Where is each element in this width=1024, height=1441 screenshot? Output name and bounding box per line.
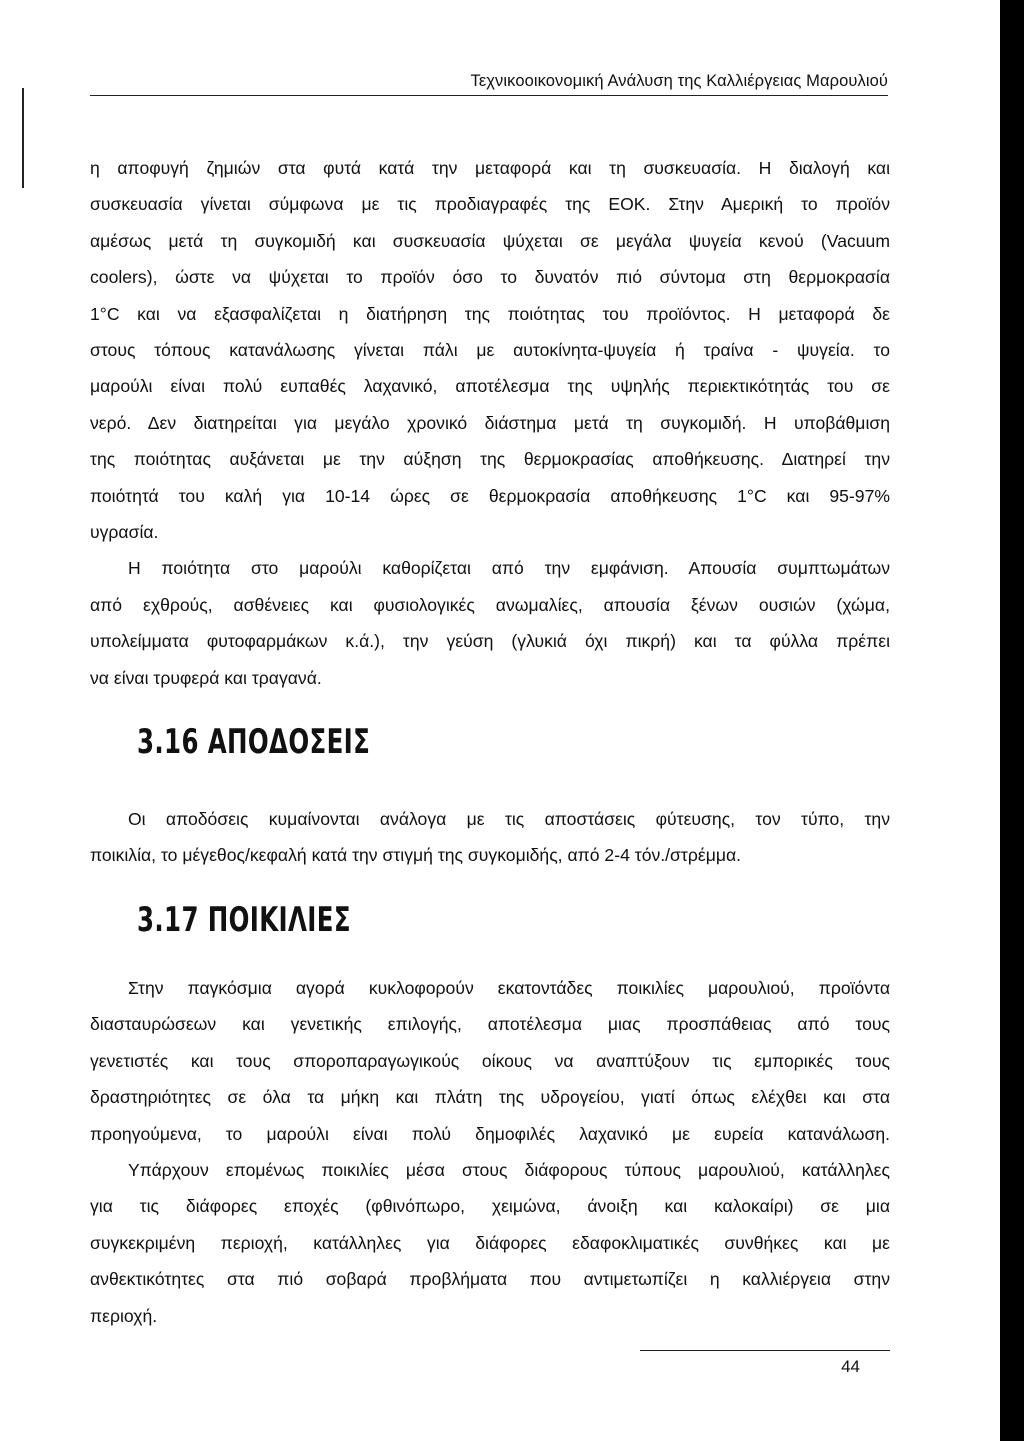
varieties-line: περιοχή. [90,1305,158,1326]
varieties-line: προηγούμενα, το μαρούλι είναι πολύ δημοφιλές λαχανικό με ευρεία κατανάλωση. [90,1123,890,1144]
body-line: αμέσως μετά τη συγκομιδή και συσκευασία ψύχεται σε μεγάλα ψυγεία κενού (Vacuum [90,230,890,251]
varieties-line: γενετιστές και τους σποροπαραγωγικούς οίκους να αναπτύξουν τις εμπορικές τους [90,1050,890,1071]
varieties-line: Υπάρχουν επομένως ποικιλίες μέσα στους διάφορους τύπους μαρουλιού, κατάλληλες [128,1160,890,1181]
body-line: 1°C και να εξασφαλίζεται η διατήρηση της ποιότητας του προϊόντος. Η μεταφορά δε [90,303,890,324]
body-line: ποιότητά του καλή για 10-14 ώρες σε θερμοκρασία αποθήκευσης 1°C και 95-97% [90,485,890,506]
varieties-line: ανθεκτικότητες στα πιό σοβαρά προβλήματα που αντιμετωπίζει η καλλιέργεια στην [90,1269,890,1290]
yields-line: ποικιλία, το μέγεθος/κεφαλή κατά την στιγμή της συγκομιδής, από 2-4 τόν./στρέμμα. [90,845,742,866]
scan-edge [1000,0,1024,1441]
body-line: η αποφυγή ζημιών στα φυτά κατά την μεταφορά και τη συσκευασία. Η διαλογή και [90,158,890,178]
varieties-line: Στην παγκόσμια αγορά κυκλοφορούν εκατοντάδες ποικιλίες μαρουλιού, προϊόντα [128,978,890,998]
yields-line: Οι αποδόσεις κυμαίνονται ανάλογα με τις αποστάσεις φύτευσης, τον τύπο, την [128,809,890,829]
body-line: υγρασία. [90,522,159,543]
body-line: coolers), ώστε να ψύχεται το προϊόν όσο το δυνατόν πιό σύντομα στη θερμοκρασία [90,267,890,288]
header-rule [90,95,888,96]
varieties-body [90,970,890,1334]
quality-line: υπολείμματα φυτοφαρμάκων κ.ά.), την γεύση (γλυκιά όχι πικρή) και τα φύλλα πρέπει [90,631,890,652]
body-line: της ποιότητας αυξάνεται με την αύξηση της θερμοκρασίας αποθήκευσης. Διατηρεί την [90,449,890,470]
varieties-line: δραστηριότητες σε όλα τα μήκη και πλάτη της υδρογείου, γιατί όπως ελέχθει και στα [90,1087,890,1108]
quality-line: να είναι τρυφερά και τραγανά. [90,667,322,688]
page-body [90,150,890,696]
quality-line: Η ποιότητα στο μαρούλι καθορίζεται από την εμφάνιση. Απουσία συμπτωμάτων [128,558,890,579]
margin-rule [22,88,24,188]
yields-body [90,801,890,874]
running-header: Τεχνικοοικονομική Ανάλυση της Καλλιέργειας Μαρουλιού [470,72,888,90]
body-line: στους τόπους κατανάλωσης γίνεται πάλι με αυτοκίνητα-ψυγεία ή τραίνα - ψυγεία. το [90,340,890,361]
section-heading-varieties: 3.17 ΠΟΙΚΙΛΙΕΣ [137,900,351,940]
varieties-line: για τις διάφορες εποχές (φθινόπωρο, χειμώνα, άνοιξη και καλοκαίρι) σε μια [90,1196,890,1217]
footer-rule [640,1350,890,1351]
varieties-line: διασταυρώσεων και γενετικής επιλογής, αποτέλεσμα μιας προσπάθειας από τους [90,1014,890,1035]
quality-line: από εχθρούς, ασθένειες και φυσιολογικές ανωμαλίες, απουσία ξένων ουσιών (χώμα, [90,594,890,615]
varieties-line: συγκεκριμένη περιοχή, κατάλληλες για διάφορες εδαφοκλιματικές συνθήκες και με [90,1232,890,1253]
page-number: 44 [841,1357,860,1376]
body-line: μαρούλι είναι πολύ ευπαθές λαχανικό, αποτέλεσμα της υψηλής περιεκτικότητάς του σε [90,376,890,397]
body-line: νερό. Δεν διατηρείται για μεγάλο χρονικό διάστημα μετά τη συγκομιδή. Η υποβάθμιση [90,412,890,433]
section-heading-yields: 3.16 ΑΠΟΔΟΣΕΙΣ [137,722,371,762]
body-line: συσκευασία γίνεται σύμφωνα με τις προδιαγραφές της ΕΟΚ. Στην Αμερική το προϊόν [90,194,890,215]
